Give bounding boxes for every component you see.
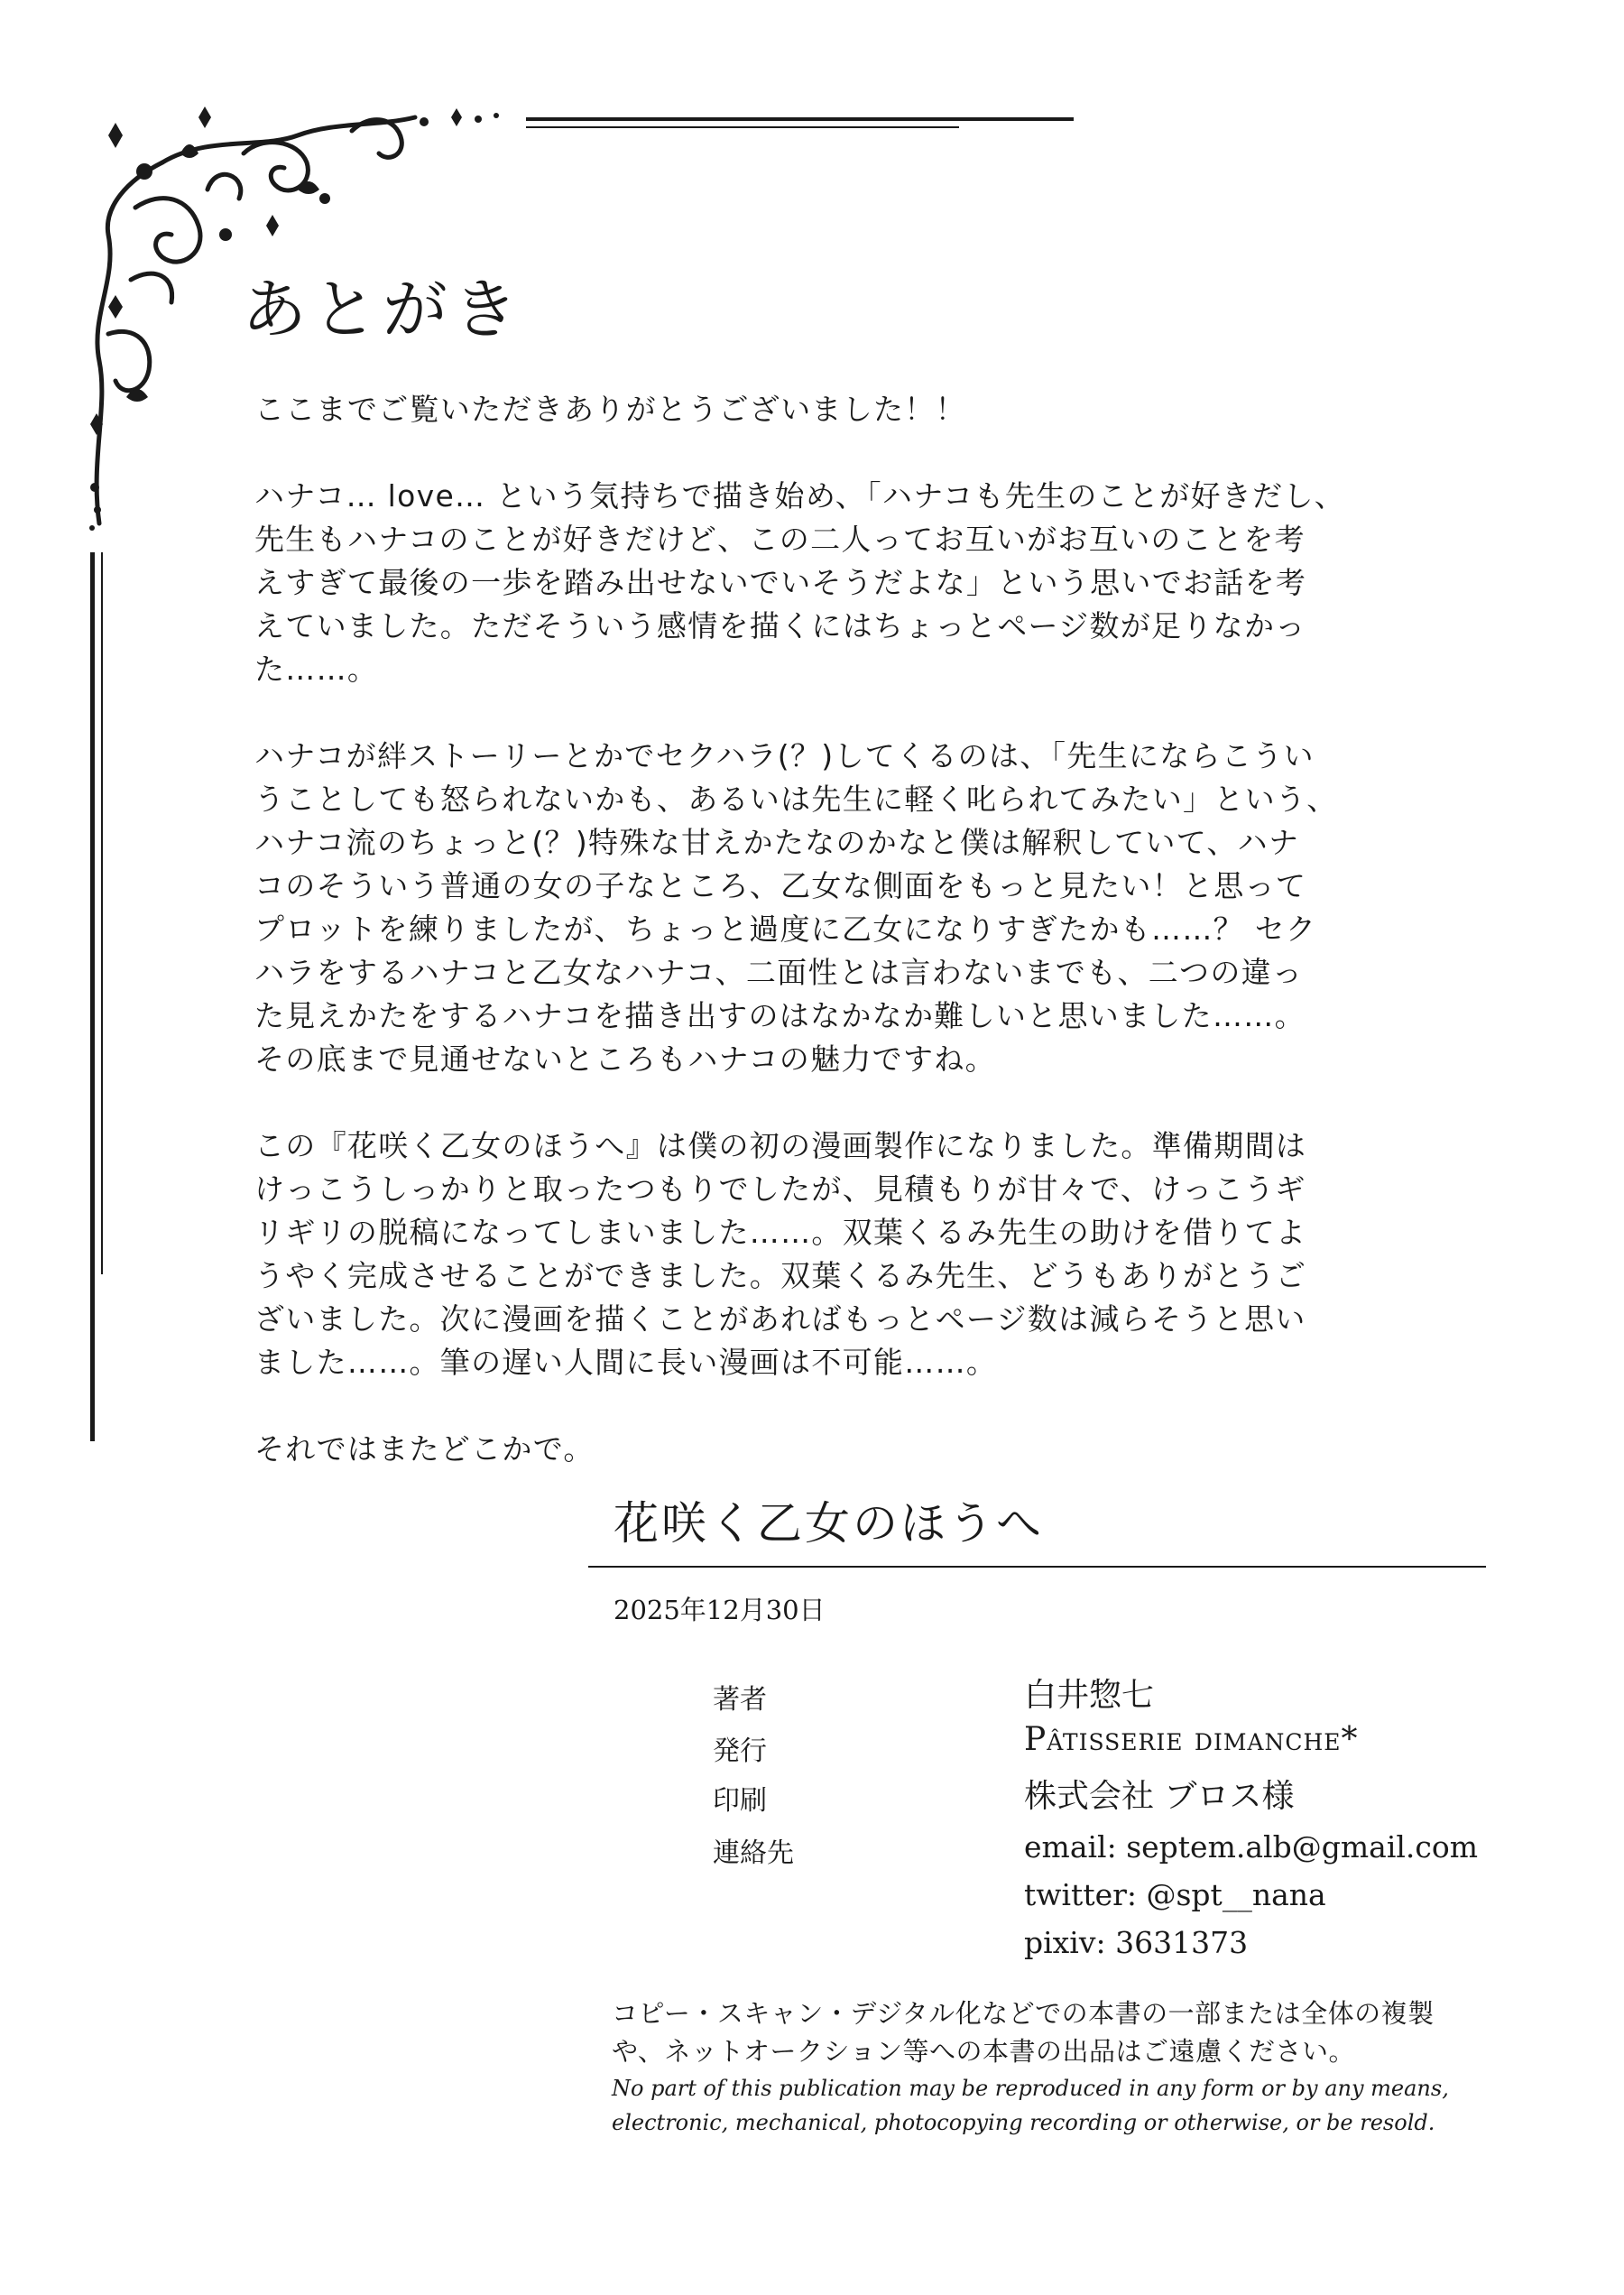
side-rule-thin [101,552,103,1274]
afterword-title: あとがき [242,272,524,347]
side-rule [90,552,95,1441]
pixiv-text: pixiv: 3631373 [1024,1925,1249,1960]
top-rule [526,117,1074,121]
email-text: email: septem.alb@gmail.com [1024,1829,1479,1865]
twitter-text: twitter: @spt__nana [1024,1877,1326,1912]
author-label: 著者 [713,1684,767,1716]
top-rule-thin [526,126,959,128]
colophon-rule [588,1566,1486,1568]
contact-value [1024,1823,1478,1966]
afterword-paragraph: ハナコが絆ストーリーとかでセクハラ(？)してくるのは、「先生にならこうい うことしても怒られないかも、あるいは先生に軽く叱られてみたい」という、 ハナコ流のちょっと(？)特殊な甘えかたなのかなと僕は解釈していて、ハナ コのそういう普通の女の子なところ、乙女な側面をもっと見たい！と思って プロットを練りましたが、ちょっと過度に乙女になりすぎたかも……？ セク ハラをするハナコと乙女なハナコ、二面性とは言わないまでも、二つの違っ た見えかたをするハナコを描き出すのはなかなか難しいと思いました……。 その底まで見通せないところもハナコの魅力ですね。 [254,738,1338,1077]
publisher-value: Pâtisserie dimanche* [1024,1721,1359,1758]
printer-value: 株式会社 ブロス様 [1024,1778,1295,1815]
colophon-book-title: 花咲く乙女のほうへ [614,1497,1044,1550]
copyright-notice-english: No part of this publication may be reproduced in any form or by any means, electronic, mechanical, photocopying recording or otherwise, or be resold. [612,2076,1449,2135]
printer-label: 印刷 [713,1785,767,1817]
afterword-paragraph: ここまでご覧いただきありがとうございました！！ [254,392,966,427]
afterword-paragraph: ハナコ… love… という気持ちで描き始め、「ハナコも先生のことが好きだし、 先生もハナコのことが好きだけど、この二人ってお互いがお互いのことを考 えすぎて最後の一歩を踏み出せないでいそうだよな」という思いでお話を考 えていました。ただそういう感情を描くにはちょっとページ数が足りなかっ た……。 [254,478,1346,687]
afterword-paragraph: この『花咲く乙女のほうへ』は僕の初の漫画製作になりました。準備期間は けっこうしっかりと取ったつもりでしたが、見積もりが甘々で、けっこうギ リギリの脱稿になってしまいました……。双葉くるみ先生の助けを借りてよ うやく完成させることができました。双葉くるみ先生、どうもありがとうご ざいました。次に漫画を描くことがあればもっとページ数は減らそうと思い ました……。筆の遅い人間に長い漫画は不可能……。 [254,1128,1307,1380]
afterword-paragraph: それではまたどこかで。 [254,1431,595,1467]
publication-date: 2025年12月30日 [614,1595,826,1625]
afterword-body [254,388,1427,1514]
publisher-label: 発行 [713,1735,767,1767]
copyright-notice-japanese: コピー・スキャン・デジタル化などでの本書の一部または全体の複製 や、ネットオークション等への本書の出品はご遠慮ください。 [612,1998,1435,2067]
contact-label: 連絡先 [713,1837,794,1869]
author-value: 白井惣七 [1024,1677,1155,1714]
